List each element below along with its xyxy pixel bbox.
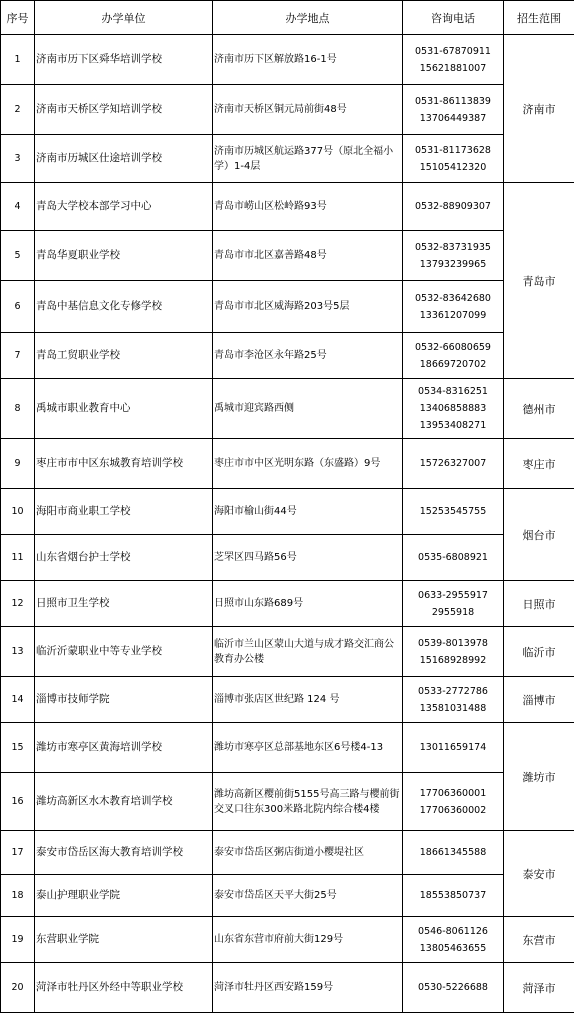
table-row (1, 917, 574, 963)
phone-number: 17706360001 (404, 785, 502, 802)
contact-phone (403, 489, 504, 535)
phone-number: 0531-67870911 (404, 43, 502, 60)
school-name: 青岛华夏职业学校 (35, 231, 213, 281)
school-address: 济南市历下区解放路16-1号 (213, 35, 403, 85)
school-name: 禹城市职业教育中心 (35, 379, 213, 439)
school-address: 临沂市兰山区蒙山大道与成才路交汇商公教育办公楼 (213, 627, 403, 677)
school-name: 青岛工贸职业学校 (35, 333, 213, 379)
phone-number: 13793239965 (404, 256, 502, 273)
row-number: 8 (1, 379, 35, 439)
contact-phone (403, 581, 504, 627)
school-address: 菏泽市牡丹区西安路159号 (213, 963, 403, 1013)
school-name: 海阳市商业职工学校 (35, 489, 213, 535)
header-no: 序号 (1, 1, 35, 35)
row-number: 4 (1, 183, 35, 231)
row-number: 20 (1, 963, 35, 1013)
table-row (1, 723, 574, 773)
enrollment-area: 淄博市 (504, 677, 574, 723)
school-address: 潍坊市寒亭区总部基地东区6号楼4-13 (213, 723, 403, 773)
school-name: 潍坊市寒亭区黄海培训学校 (35, 723, 213, 773)
school-name: 枣庄市市中区东城教育培训学校 (35, 439, 213, 489)
contact-phone (403, 917, 504, 963)
school-address: 泰安市岱岳区粥店街道小樱堤社区 (213, 831, 403, 875)
row-number: 2 (1, 85, 35, 135)
phone-number: 13706449387 (404, 110, 502, 127)
contact-phone (403, 677, 504, 723)
row-number: 6 (1, 281, 35, 333)
phone-number: 0546-8061126 (404, 923, 502, 940)
contact-phone (403, 723, 504, 773)
contact-phone (403, 535, 504, 581)
school-address: 淄博市张店区世纪路 124 号 (213, 677, 403, 723)
phone-number: 0531-81173628 (404, 142, 502, 159)
school-name: 泰山护理职业学院 (35, 875, 213, 917)
school-name: 潍坊高新区水木教育培训学校 (35, 773, 213, 831)
phone-number: 13805463655 (404, 940, 502, 957)
enrollment-area: 菏泽市 (504, 963, 574, 1013)
row-number: 3 (1, 135, 35, 183)
school-name: 青岛中基信息文化专修学校 (35, 281, 213, 333)
school-name: 济南市天桥区学知培训学校 (35, 85, 213, 135)
table-row (1, 627, 574, 677)
school-address: 禹城市迎宾路西侧 (213, 379, 403, 439)
contact-phone (403, 35, 504, 85)
contact-phone (403, 963, 504, 1013)
phone-number: 15168928992 (404, 652, 502, 669)
table-row (1, 831, 574, 875)
school-address: 青岛市市北区嘉善路48号 (213, 231, 403, 281)
school-name: 泰安市岱岳区海大教育培训学校 (35, 831, 213, 875)
contact-phone (403, 333, 504, 379)
row-number: 17 (1, 831, 35, 875)
row-number: 18 (1, 875, 35, 917)
school-name: 济南市历城区仕途培训学校 (35, 135, 213, 183)
phone-number: 15726327007 (404, 455, 502, 472)
school-address: 济南市天桥区铜元局前街48号 (213, 85, 403, 135)
phone-number: 18553850737 (404, 887, 502, 904)
school-name: 东营职业学院 (35, 917, 213, 963)
school-name: 青岛大学校本部学习中心 (35, 183, 213, 231)
contact-phone (403, 183, 504, 231)
phone-number: 0532-66080659 (404, 339, 502, 356)
contact-phone (403, 875, 504, 917)
table-row (1, 183, 574, 231)
phone-number: 13581031488 (404, 700, 502, 717)
table-row (1, 135, 574, 183)
phone-number: 15621881007 (404, 60, 502, 77)
school-name: 济南市历下区舜华培训学校 (35, 35, 213, 85)
phone-number: 17706360002 (404, 802, 502, 819)
header-row (1, 1, 574, 35)
contact-phone (403, 85, 504, 135)
table-row (1, 85, 574, 135)
school-name: 临沂沂蒙职业中等专业学校 (35, 627, 213, 677)
enrollment-area: 枣庄市 (504, 439, 574, 489)
phone-number: 0530-5226688 (404, 979, 502, 996)
table-row (1, 963, 574, 1013)
enrollment-area: 潍坊市 (504, 723, 574, 831)
phone-number: 15253545755 (404, 503, 502, 520)
contact-phone (403, 379, 504, 439)
enrollment-area: 泰安市 (504, 831, 574, 917)
enrollment-area: 临沂市 (504, 627, 574, 677)
school-name: 山东省烟台护士学校 (35, 535, 213, 581)
school-address: 青岛市市北区威海路203号5层 (213, 281, 403, 333)
phone-number: 13011659174 (404, 739, 502, 756)
phone-number: 2955918 (404, 604, 502, 621)
table-row (1, 281, 574, 333)
contact-phone (403, 281, 504, 333)
school-address: 泰安市岱岳区天平大街25号 (213, 875, 403, 917)
school-address: 日照市山东路689号 (213, 581, 403, 627)
row-number: 5 (1, 231, 35, 281)
school-address: 芝罘区四马路56号 (213, 535, 403, 581)
phone-number: 0532-88909307 (404, 198, 502, 215)
enrollment-area: 德州市 (504, 379, 574, 439)
row-number: 7 (1, 333, 35, 379)
school-address: 青岛市崂山区松岭路93号 (213, 183, 403, 231)
phone-number: 15105412320 (404, 159, 502, 176)
table-row (1, 489, 574, 535)
contact-phone (403, 831, 504, 875)
table-row (1, 439, 574, 489)
phone-number: 13361207099 (404, 307, 502, 324)
header-area: 招生范围 (504, 1, 574, 35)
phone-number: 0633-2955917 (404, 587, 502, 604)
enrollment-area: 烟台市 (504, 489, 574, 581)
phone-number: 0532-83642680 (404, 290, 502, 307)
phone-number: 0534-8316251 (404, 383, 502, 400)
table-row (1, 379, 574, 439)
school-address: 潍坊高新区樱前街5155号高三路与樱前街交叉口往东300米路北院内综合楼4楼 (213, 773, 403, 831)
enrollment-area: 东营市 (504, 917, 574, 963)
row-number: 14 (1, 677, 35, 723)
enrollment-area: 日照市 (504, 581, 574, 627)
table-row (1, 35, 574, 85)
contact-phone (403, 135, 504, 183)
contact-phone (403, 773, 504, 831)
header-unit: 办学单位 (35, 1, 213, 35)
enrollment-area: 青岛市 (504, 183, 574, 379)
school-address: 济南市历城区航运路377号（原北全福小学）1-4层 (213, 135, 403, 183)
row-number: 15 (1, 723, 35, 773)
school-name: 菏泽市牡丹区外经中等职业学校 (35, 963, 213, 1013)
table-row (1, 773, 574, 831)
row-number: 16 (1, 773, 35, 831)
header-address: 办学地点 (213, 1, 403, 35)
row-number: 12 (1, 581, 35, 627)
row-number: 13 (1, 627, 35, 677)
school-address: 山东省东营市府前大街129号 (213, 917, 403, 963)
header-phone: 咨询电话 (403, 1, 504, 35)
phone-number: 0533-2772786 (404, 683, 502, 700)
phone-number: 0539-8013978 (404, 635, 502, 652)
table-row (1, 581, 574, 627)
enrollment-area: 济南市 (504, 35, 574, 183)
school-name: 淄博市技师学院 (35, 677, 213, 723)
phone-number: 18661345588 (404, 844, 502, 861)
table-body (1, 35, 574, 1013)
school-address: 青岛市李沧区永年路25号 (213, 333, 403, 379)
table-row (1, 875, 574, 917)
table-row (1, 333, 574, 379)
contact-phone (403, 627, 504, 677)
row-number: 19 (1, 917, 35, 963)
phone-number: 0535-6808921 (404, 549, 502, 566)
school-address: 海阳市榆山街44号 (213, 489, 403, 535)
phone-number: 18669720702 (404, 356, 502, 373)
school-address: 枣庄市市中区光明东路（东盛路）9号 (213, 439, 403, 489)
contact-phone (403, 231, 504, 281)
phone-number: 0532-83731935 (404, 239, 502, 256)
row-number: 9 (1, 439, 35, 489)
table-row (1, 231, 574, 281)
school-name: 日照市卫生学校 (35, 581, 213, 627)
row-number: 11 (1, 535, 35, 581)
table-row (1, 677, 574, 723)
phone-number: 0531-86113839 (404, 93, 502, 110)
contact-phone (403, 439, 504, 489)
table-row (1, 535, 574, 581)
row-number: 1 (1, 35, 35, 85)
row-number: 10 (1, 489, 35, 535)
phone-number: 13953408271 (404, 417, 502, 434)
phone-number: 13406858883 (404, 400, 502, 417)
